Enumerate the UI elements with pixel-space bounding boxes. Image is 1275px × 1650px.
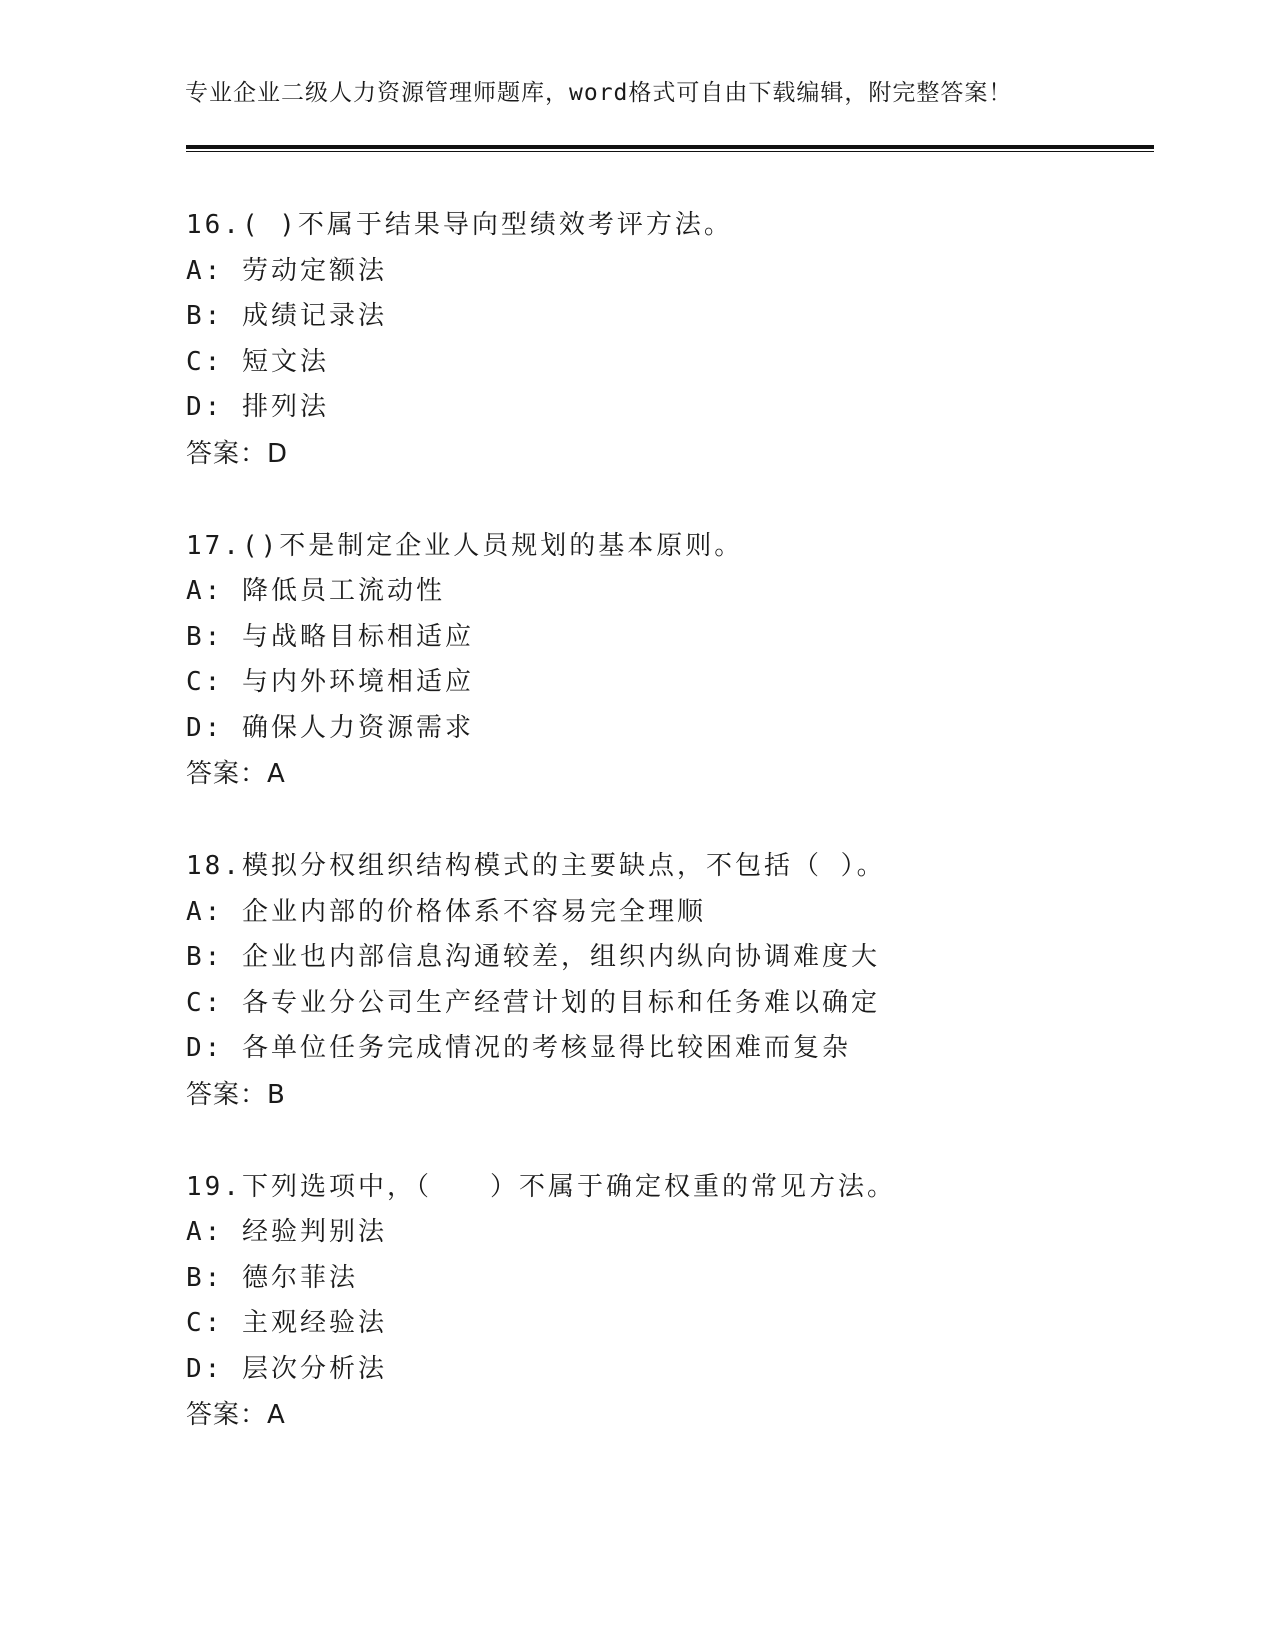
header-divider-thick <box>186 145 1154 149</box>
question-list <box>186 203 1186 1485</box>
answer-line: 答案：B <box>186 1079 286 1110</box>
option-b: B: 德尔菲法 <box>186 1262 358 1293</box>
option-b: B: 企业也内部信息沟通较差，组织内纵向协调难度大 <box>186 942 880 972</box>
option-c: C: 与内外环境相适应 <box>186 667 474 697</box>
option-b: B: 成绩记录法 <box>186 301 387 331</box>
question-stem: 16.( )不属于结果导向型绩效考评方法。 <box>186 210 733 240</box>
answer-line: 答案：A <box>186 1400 286 1430</box>
option-a: A: 经验判别法 <box>186 1217 387 1247</box>
option-d: D: 各单位任务完成情况的考核显得比较困难而复杂 <box>186 1033 851 1063</box>
question-18 <box>186 844 1186 1118</box>
question-16 <box>186 203 1186 477</box>
question-19 <box>186 1165 1186 1439</box>
option-d: D: 层次分析法 <box>186 1353 387 1384</box>
question-stem: 17.()不是制定企业人员规划的基本原则。 <box>186 530 744 561</box>
question-stem: 18.模拟分权组织结构模式的主要缺点，不包括（ ）。 <box>186 851 886 881</box>
option-a: A: 降低员工流动性 <box>186 576 445 606</box>
option-d: D: 确保人力资源需求 <box>186 712 474 743</box>
option-c: C: 各专业分公司生产经营计划的目标和任务难以确定 <box>186 987 880 1018</box>
option-a: A: 劳动定额法 <box>186 255 387 286</box>
option-c: C: 主观经验法 <box>186 1308 387 1338</box>
option-c: C: 短文法 <box>186 346 329 377</box>
answer-line: 答案：D <box>186 438 289 469</box>
question-stem: 19.下列选项中，（ ）不属于确定权重的常见方法。 <box>186 1171 896 1202</box>
question-17 <box>186 524 1186 798</box>
answer-line: 答案：A <box>186 759 286 789</box>
option-a: A: 企业内部的价格体系不容易完全理顺 <box>186 896 706 927</box>
document-header: 专业企业二级人力资源管理师题库，word格式可自由下载编辑，附完整答案！ <box>185 80 1013 106</box>
header-divider-thin <box>186 151 1154 152</box>
option-b: B: 与战略目标相适应 <box>186 621 474 652</box>
option-d: D: 排列法 <box>186 392 329 422</box>
